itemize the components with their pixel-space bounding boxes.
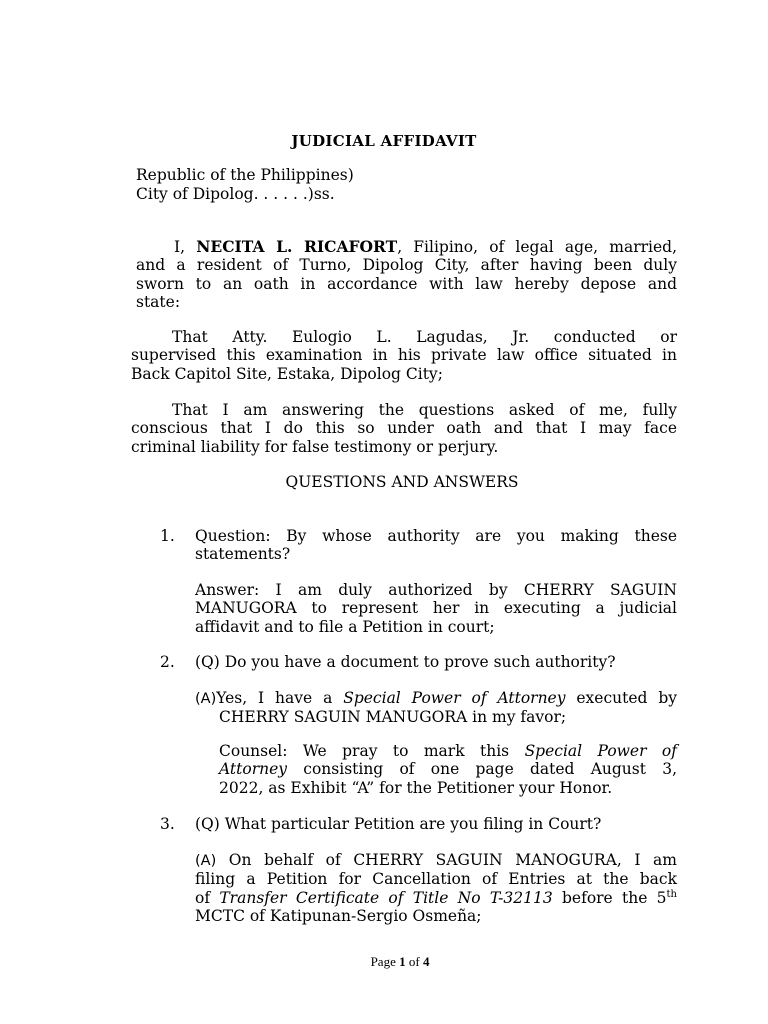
item-number-2: 2. xyxy=(160,653,175,671)
c2-line-3: 2022, as Exhibit “A” for the Petitioner your Honor. xyxy=(219,778,613,797)
oath-paragraph xyxy=(131,401,677,456)
counsel-statement xyxy=(219,742,677,797)
para3-line-3: criminal liability for false testimony or perjury. xyxy=(131,437,499,456)
para3-line-2: conscious that I do this so under oath and that I may face xyxy=(131,419,677,438)
intro-line-4: state: xyxy=(136,293,181,312)
para2-line-1: That Atty. Eulogio L. Lagudas, Jr. conducted or xyxy=(172,328,677,346)
item-number-3: 3. xyxy=(160,815,175,833)
examination-paragraph xyxy=(131,328,677,383)
item-number-1: 1. xyxy=(160,527,175,545)
q1-line-1: Question: By whose authority are you making these xyxy=(195,527,677,545)
a3-line-1: (A) On behalf of CHERRY SAGUIN MANOGURA, I am xyxy=(195,851,677,869)
document-title: JUDICIAL AFFIDAVIT xyxy=(291,132,477,150)
a3-line-3: of Transfer Certificate of Title No T-32113 before the 5th xyxy=(195,888,677,907)
question-1 xyxy=(195,527,677,564)
intro-paragraph xyxy=(136,238,677,312)
spa-italic: Special Power of Attorney xyxy=(343,689,566,707)
c2-line-1: Counsel: We pray to mark this Special Power of xyxy=(219,742,677,760)
intro-line-1: I, NECITA L. RICAFORT, Filipino, of legal age, married, xyxy=(174,237,677,256)
tct-italic: Transfer Certificate of Title No T-32113 xyxy=(219,888,553,907)
a2-line-2: CHERRY SAGUIN MANUGORA in my favor; xyxy=(219,708,567,727)
question-2 xyxy=(195,653,677,671)
a1-line-2: MANUGORA to represent her in executing a judicial xyxy=(195,599,677,618)
para2-line-3: Back Capitol Site, Estaka, Dipolog City; xyxy=(131,364,443,383)
a1-line-3: affidavit and to file a Petition in court; xyxy=(195,617,495,636)
q2-line: (Q) Do you have a document to prove such authority? xyxy=(195,653,616,671)
c2-line-2: Attorney consisting of one page dated August 3, xyxy=(219,760,677,779)
affiant-name: NECITA L. RICAFORT xyxy=(196,237,398,256)
a3-line-4: MCTC of Katipunan-Sergio Osmeña; xyxy=(195,907,482,926)
page-number-footer: Page 1 of 4 xyxy=(370,954,430,969)
a3-line-2: filing a Petition for Cancellation of Entries at the back xyxy=(195,870,677,889)
para3-line-1: That I am answering the questions asked of me, fully xyxy=(172,401,677,419)
a2-line-1: (A)Yes, I have a Special Power of Attorney executed by xyxy=(195,689,678,707)
answer-marker: (A) xyxy=(195,691,217,707)
venue-line-republic: Republic of the Philippines) xyxy=(136,166,354,184)
q1-line-2: statements? xyxy=(195,545,291,564)
answer-marker: (A) xyxy=(195,853,217,869)
q3-line: (Q) What particular Petition are you filing in Court? xyxy=(195,815,602,833)
intro-line-3: sworn to an oath in accordance with law hereby depose and xyxy=(136,274,677,293)
answer-2 xyxy=(195,689,677,727)
question-3 xyxy=(195,815,677,833)
a1-line-1: Answer: I am duly authorized by CHERRY SAGUIN xyxy=(195,581,677,599)
venue-line-city: City of Dipolog. . . . . .)ss. xyxy=(136,185,335,203)
qa-heading: QUESTIONS AND ANSWERS xyxy=(285,473,519,491)
answer-1 xyxy=(195,581,677,636)
para2-line-2: supervised this examination in his private law office situated in xyxy=(131,346,677,365)
intro-line-2: and a resident of Turno, Dipolog City, after having been duly xyxy=(136,256,677,275)
answer-3 xyxy=(195,851,677,926)
